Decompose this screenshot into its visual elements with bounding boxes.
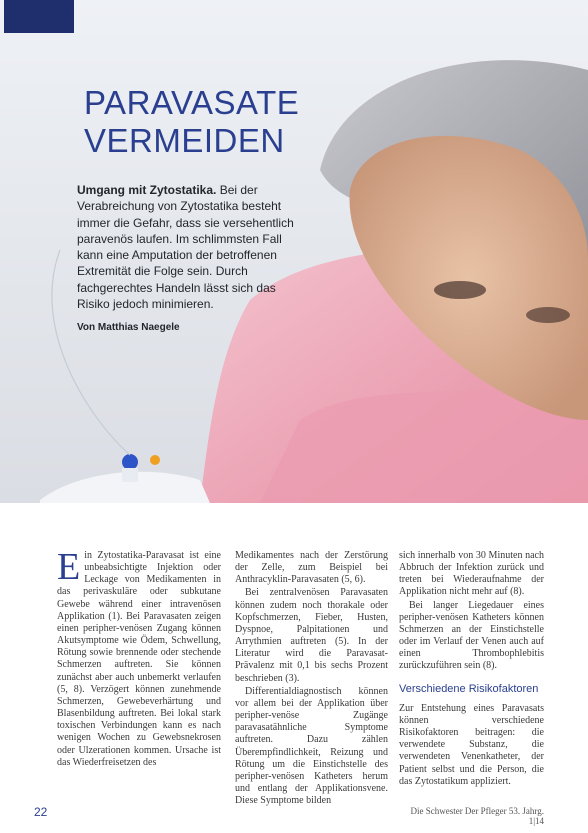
page-number: 22: [34, 805, 48, 819]
body-paragraph: sich innerhalb von 30 Minuten nach Abbruch der Infektion zurück und treten bei Wiederaufnahme der Applikation nicht mehr auf (8).: [399, 550, 544, 598]
lead-kicker: Umgang mit Zytostatika.: [77, 183, 217, 197]
title-line-1: PARAVASATE: [84, 84, 300, 121]
body-paragraph: Medikamentes nach der Zerstörung der Zelle, zum Beispiel bei Anthracyklin-Paravasaten (5, 6).: [235, 550, 388, 586]
body-column-2: [235, 550, 388, 808]
body-paragraph: Bei langer Liegedauer eines peripher-venösen Katheters können Schmerzen an der Einstichstelle oder im Verlauf der Venen auch auf einen Thrombophlebitis zurückzuführen sein (8).: [399, 599, 544, 672]
body-column-3: [399, 550, 544, 789]
byline: Von Matthias Naegele: [77, 322, 180, 333]
article-title: [84, 84, 299, 160]
body-paragraph: Differentialdiagnostisch können vor allem bei der Applikation über peripher-venöse Zugänge paravasatähnliche Symptome auftreten. Dazu zählen Überempfindlichkeit, Reizung und Rötung um die Einstichstelle des peripher-venösen Katheters herum und entlang der Applikationsvene. Diese Symptome bilden: [235, 685, 388, 807]
body-paragraph: Zur Entstehung eines Paravasats können verschiedene Risikofaktoren beitragen: die verwendete Substanz, die verwendeten Venenkatheter, der Patient selbst und die Person, die das Zytostatikum appliziert.: [399, 702, 544, 787]
corner-accent-block: [4, 0, 74, 33]
section-subheading: Verschiedene Risikofaktoren: [399, 682, 539, 695]
drop-cap: E: [57, 546, 81, 588]
lead-paragraph: [77, 182, 309, 312]
running-footer: Die Schwester Der Pfleger 53. Jahrg. 1|14: [410, 806, 544, 826]
title-line-2: VERMEIDEN: [84, 122, 285, 159]
body-paragraph: in Zytostatika-Paravasat ist eine unbeabsichtigte Injektion oder Leckage von Medikamenten in das perivaskuläre oder subkutane Gewebe während einer intravenösen Applikation (1). Bei Paravasaten zeigen einen peripher-venösen Zugang können Akutsymptome wie Ödem, Schwellung, Rötung sowie brennende oder stechende Schmerzen auftreten. Sie können zunächst aber auch unbemerkt verlaufen (5, 8). Verzögert können zunehmende Schmerzen, Gewebeverhärtung und Blasenbildung auftreten. Bei lokal stark toxischen Verbindungen kann es nach wenigen Wochen zu Gewebsnekrosen oder Ulzerationen kommen. Ursache ist das Wiederfreisetzen des: [57, 550, 221, 768]
body-paragraph: Bei zentralvenösen Paravasaten können zudem noch thorakale oder Kopfschmerzen, Fieber, Husten, Dyspnoe, Palpitationen und Arrythmien auftreten (5). In der Literatur wird die Paravasat-Prävalenz mit 0,1 bis sechs Prozent beschrieben (3).: [235, 587, 388, 684]
lead-text: Bei der Verabreichung von Zytostatika besteht immer die Gefahr, dass sie versehentlich paravenös laufen. Im schlimmsten Fall kann eine Amputation der betroffenen Extremität die Folge sein. Durch fachgerechtes Handeln lässt sich das Risiko jedoch minimieren.: [77, 183, 294, 312]
body-column-1: [57, 546, 221, 770]
